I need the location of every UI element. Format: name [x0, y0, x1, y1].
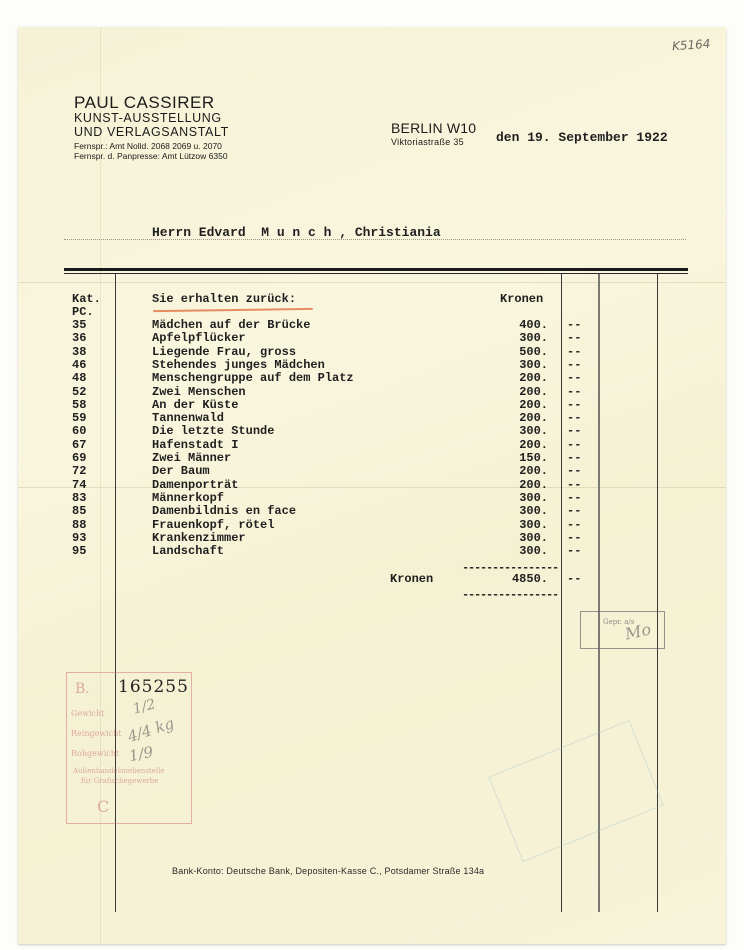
item-amount: 400.: [519, 318, 548, 332]
item-cents: --: [567, 451, 582, 465]
pencil-mark: 1/9: [127, 742, 155, 766]
header-kat: Kat.: [72, 292, 101, 306]
item-cents: --: [567, 438, 582, 452]
total-label: Kronen: [390, 572, 434, 586]
item-title: Krankenzimmer: [152, 531, 246, 545]
item-amount: 200.: [519, 385, 548, 399]
item-catalog-number: 74: [72, 478, 87, 492]
item-title: Menschengruppe auf dem Platz: [152, 371, 354, 385]
total-amount: 4850.: [511, 572, 548, 586]
item-title: Die letzte Stunde: [152, 424, 275, 438]
letterhead-street: Viktoriastraße 35: [391, 137, 464, 147]
item-amount: 150.: [519, 451, 548, 465]
item-amount: 300.: [519, 531, 548, 545]
item-catalog-number: 36: [72, 331, 87, 345]
item-amount: 200.: [519, 371, 548, 385]
item-catalog-number: 88: [72, 518, 87, 532]
letterhead-phone-1: Fernspr.: Amt Nolld. 2068 2069 u. 2070: [74, 141, 222, 151]
item-catalog-number: 93: [72, 531, 87, 545]
item-cents: --: [567, 531, 582, 545]
letterhead-subtitle-2: UND VERLAGSANSTALT: [74, 125, 229, 139]
item-amount: 300.: [519, 518, 548, 532]
item-catalog-number: 60: [72, 424, 87, 438]
item-title: Damenporträt: [152, 478, 239, 492]
item-catalog-number: 83: [72, 491, 87, 505]
item-title: Männerkopf: [152, 491, 225, 505]
table-top-rule-thin: [64, 273, 688, 274]
letterhead-city: BERLIN W10: [391, 120, 477, 136]
recipient-dotted-rule: [64, 239, 686, 240]
letter-date: den 19. September 1922: [496, 130, 668, 145]
item-title: Tannenwald: [152, 411, 225, 425]
item-amount: 300.: [519, 424, 548, 438]
bank-account-footer: Bank-Konto: Deutsche Bank, Depositen-Kasse C., Potsdamer Straße 134a: [172, 866, 485, 876]
item-cents: --: [567, 504, 582, 518]
recipient-line: Herrn Edvard M u n c h , Christiania: [152, 225, 441, 240]
item-cents: --: [567, 385, 582, 399]
item-cents: --: [567, 411, 582, 425]
item-cents: --: [567, 424, 582, 438]
item-title: Liegende Frau, gross: [152, 345, 297, 359]
total-separator-bottom: ----------------: [462, 588, 559, 602]
item-cents: --: [567, 331, 582, 345]
item-catalog-number: 85: [72, 504, 87, 518]
item-title: Hafenstadt I: [152, 438, 239, 452]
total-cents: --: [567, 572, 582, 586]
table-top-rule: [64, 268, 688, 271]
total-separator-top: ----------------: [462, 561, 559, 575]
item-catalog-number: 72: [72, 464, 87, 478]
item-catalog-number: 52: [72, 385, 87, 399]
item-cents: --: [567, 478, 582, 492]
item-catalog-number: 95: [72, 544, 87, 558]
paper-fold: [18, 487, 726, 488]
item-catalog-number: 46: [72, 358, 87, 372]
item-cents: --: [567, 544, 582, 558]
customs-stamp-line: Rohgewicht: [71, 749, 120, 758]
column-divider-right: [657, 274, 658, 912]
item-catalog-number: 48: [72, 371, 87, 385]
paper-fold: [18, 282, 726, 283]
item-amount: 200.: [519, 438, 548, 452]
item-catalog-number: 69: [72, 451, 87, 465]
pencil-initials: Mo: [623, 619, 653, 644]
item-catalog-number: 35: [72, 318, 87, 332]
customs-stamp-header: B.: [75, 681, 90, 697]
header-currency: Kronen: [500, 292, 544, 306]
item-amount: 200.: [519, 398, 548, 412]
item-amount: 300.: [519, 491, 548, 505]
customs-stamp-line: für Grafischegewerbe: [81, 777, 159, 785]
item-amount: 300.: [519, 544, 548, 558]
item-title: Damenbildnis en face: [152, 504, 297, 518]
item-amount: 300.: [519, 358, 548, 372]
pencil-mark: 1/2: [131, 696, 158, 718]
stamp-number: 165255: [118, 677, 189, 697]
item-cents: --: [567, 318, 582, 332]
item-title: Mädchen auf der Brücke: [152, 318, 311, 332]
item-amount: 500.: [519, 345, 548, 359]
item-amount: 300.: [519, 331, 548, 345]
item-cents: --: [567, 491, 582, 505]
item-catalog-number: 59: [72, 411, 87, 425]
item-catalog-number: 58: [72, 398, 87, 412]
item-catalog-number: 67: [72, 438, 87, 452]
checked-stamp: [580, 611, 665, 649]
item-title: Zwei Männer: [152, 451, 232, 465]
item-cents: --: [567, 398, 582, 412]
item-cents: --: [567, 518, 582, 532]
checked-stamp-label: Gepr. a/s: [603, 618, 635, 626]
item-title: An der Küste: [152, 398, 239, 412]
item-cents: --: [567, 345, 582, 359]
item-cents: --: [567, 358, 582, 372]
archive-number: K5164: [671, 36, 711, 54]
customs-stamp-letter: C: [97, 797, 110, 816]
item-title: Stehendes junges Mädchen: [152, 358, 325, 372]
item-title: Der Baum: [152, 464, 210, 478]
item-title: Frauenkopf, rötel: [152, 518, 275, 532]
header-pc: PC.: [72, 305, 94, 319]
letterhead-subtitle-1: KUNST-AUSSTELLUNG: [74, 111, 222, 125]
item-title: Landschaft: [152, 544, 225, 558]
item-cents: --: [567, 464, 582, 478]
item-amount: 300.: [519, 504, 548, 518]
letterhead-company-name: PAUL CASSIRER: [74, 93, 215, 112]
item-amount: 200.: [519, 478, 548, 492]
item-cents: --: [567, 371, 582, 385]
customs-stamp-line: Reingewicht: [71, 729, 122, 738]
letterhead-phone-2: Fernspr. d. Panpresse: Amt Lützow 6350: [74, 151, 228, 161]
item-amount: 200.: [519, 464, 548, 478]
item-catalog-number: 38: [72, 345, 87, 359]
item-amount: 200.: [519, 411, 548, 425]
item-title: Zwei Menschen: [152, 385, 246, 399]
customs-stamp-line: Gewicht: [71, 709, 105, 718]
item-title: Apfelpflücker: [152, 331, 246, 345]
pencil-mark: 4/4 kg: [125, 714, 177, 746]
header-title: Sie erhalten zurück:: [152, 292, 297, 306]
customs-stamp-line: Außenhandelsnebenstelle: [73, 767, 165, 775]
